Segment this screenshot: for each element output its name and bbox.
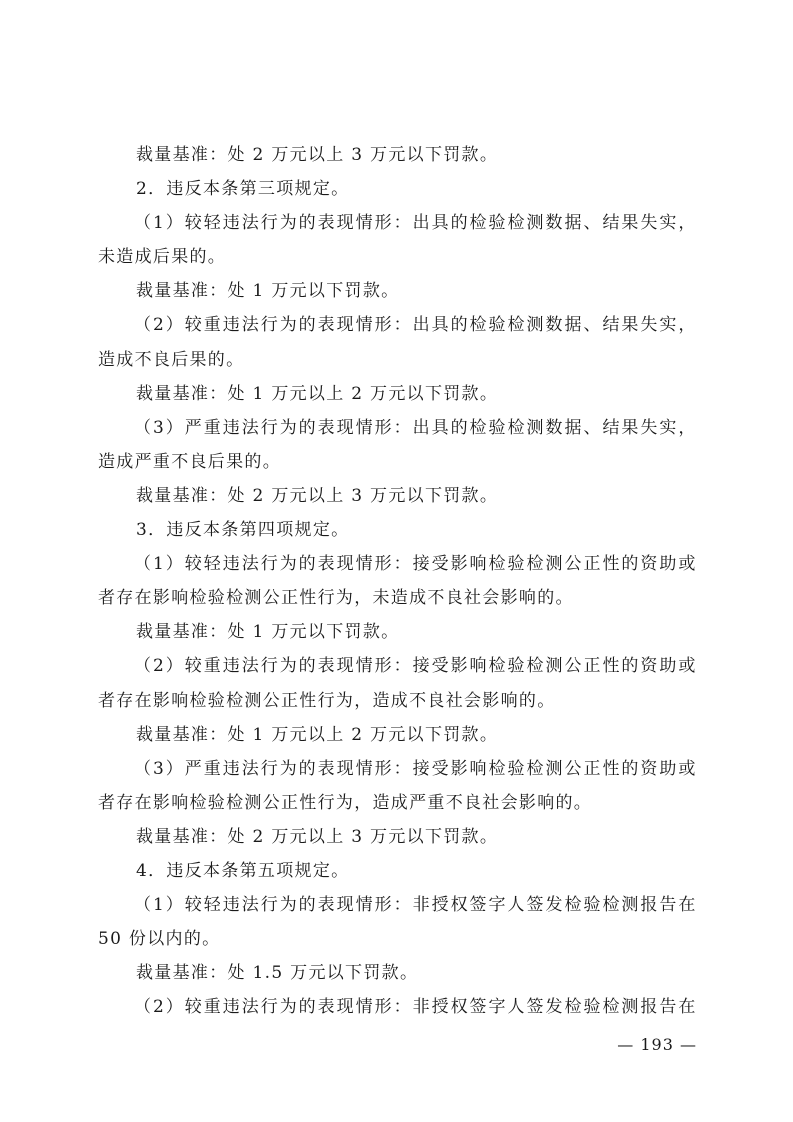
paragraph-line: 裁量基准：处 2 万元以上 3 万元以下罚款。 <box>136 145 499 165</box>
paragraph-line: （3）严重违法行为的表现情形：出具的检验检测数据、结果失实， <box>134 417 696 438</box>
paragraph-line: （2）较重违法行为的表现情形：接受影响检验检测公正性的资助或 <box>134 656 696 677</box>
section-heading: 2．违反本条第三项规定。 <box>136 179 350 200</box>
paragraph-line: 裁量基准：处 1 万元以下罚款。 <box>136 622 400 643</box>
paragraph-line: 者存在影响检验检测公正性行为，未造成不良社会影响的。 <box>98 588 574 609</box>
paragraph-line: 裁量基准：处 1.5 万元以下罚款。 <box>136 963 419 984</box>
paragraph-line: （1）较轻违法行为的表现情形：接受影响检验检测公正性的资助或 <box>134 554 696 575</box>
paragraph-line: 裁量基准：处 2 万元以上 3 万元以下罚款。 <box>136 826 499 847</box>
paragraph-line: 未造成后果的。 <box>98 247 227 268</box>
paragraph-line: （1）较轻违法行为的表现情形：出具的检验检测数据、结果失实， <box>134 213 696 234</box>
paragraph-line: 裁量基准：处 1 万元以上 2 万元以下罚款。 <box>136 383 499 404</box>
paragraph-line: 裁量基准：处 1 万元以上 2 万元以下罚款。 <box>136 724 499 745</box>
paragraph-line: （3）严重违法行为的表现情形：接受影响检验检测公正性的资助或 <box>134 758 696 779</box>
paragraph-line: 造成严重不良后果的。 <box>98 451 281 472</box>
section-heading: 4．违反本条第五项规定。 <box>136 860 350 881</box>
paragraph-line: 者存在影响检验检测公正性行为，造成不良社会影响的。 <box>98 690 556 711</box>
paragraph-line: 造成不良后果的。 <box>98 349 245 370</box>
body-text <box>98 138 696 1024</box>
paragraph-line: 裁量基准：处 2 万元以上 3 万元以下罚款。 <box>136 485 499 506</box>
paragraph-line: （1）较轻违法行为的表现情形：非授权签字人签发检验检测报告在 <box>134 895 696 916</box>
paragraph-line: （2）较重违法行为的表现情形：非授权签字人签发检验检测报告在 <box>134 997 696 1018</box>
page-number: — 193 — <box>617 1035 697 1054</box>
paragraph-line: 50 份以内的。 <box>98 929 221 950</box>
paragraph-line: 者存在影响检验检测公正性行为，造成严重不良社会影响的。 <box>98 792 593 813</box>
paragraph-line: （2）较重违法行为的表现情形：出具的检验检测数据、结果失实， <box>134 315 696 336</box>
section-heading: 3．违反本条第四项规定。 <box>136 520 350 541</box>
paragraph-line: 裁量基准：处 1 万元以下罚款。 <box>136 281 400 302</box>
